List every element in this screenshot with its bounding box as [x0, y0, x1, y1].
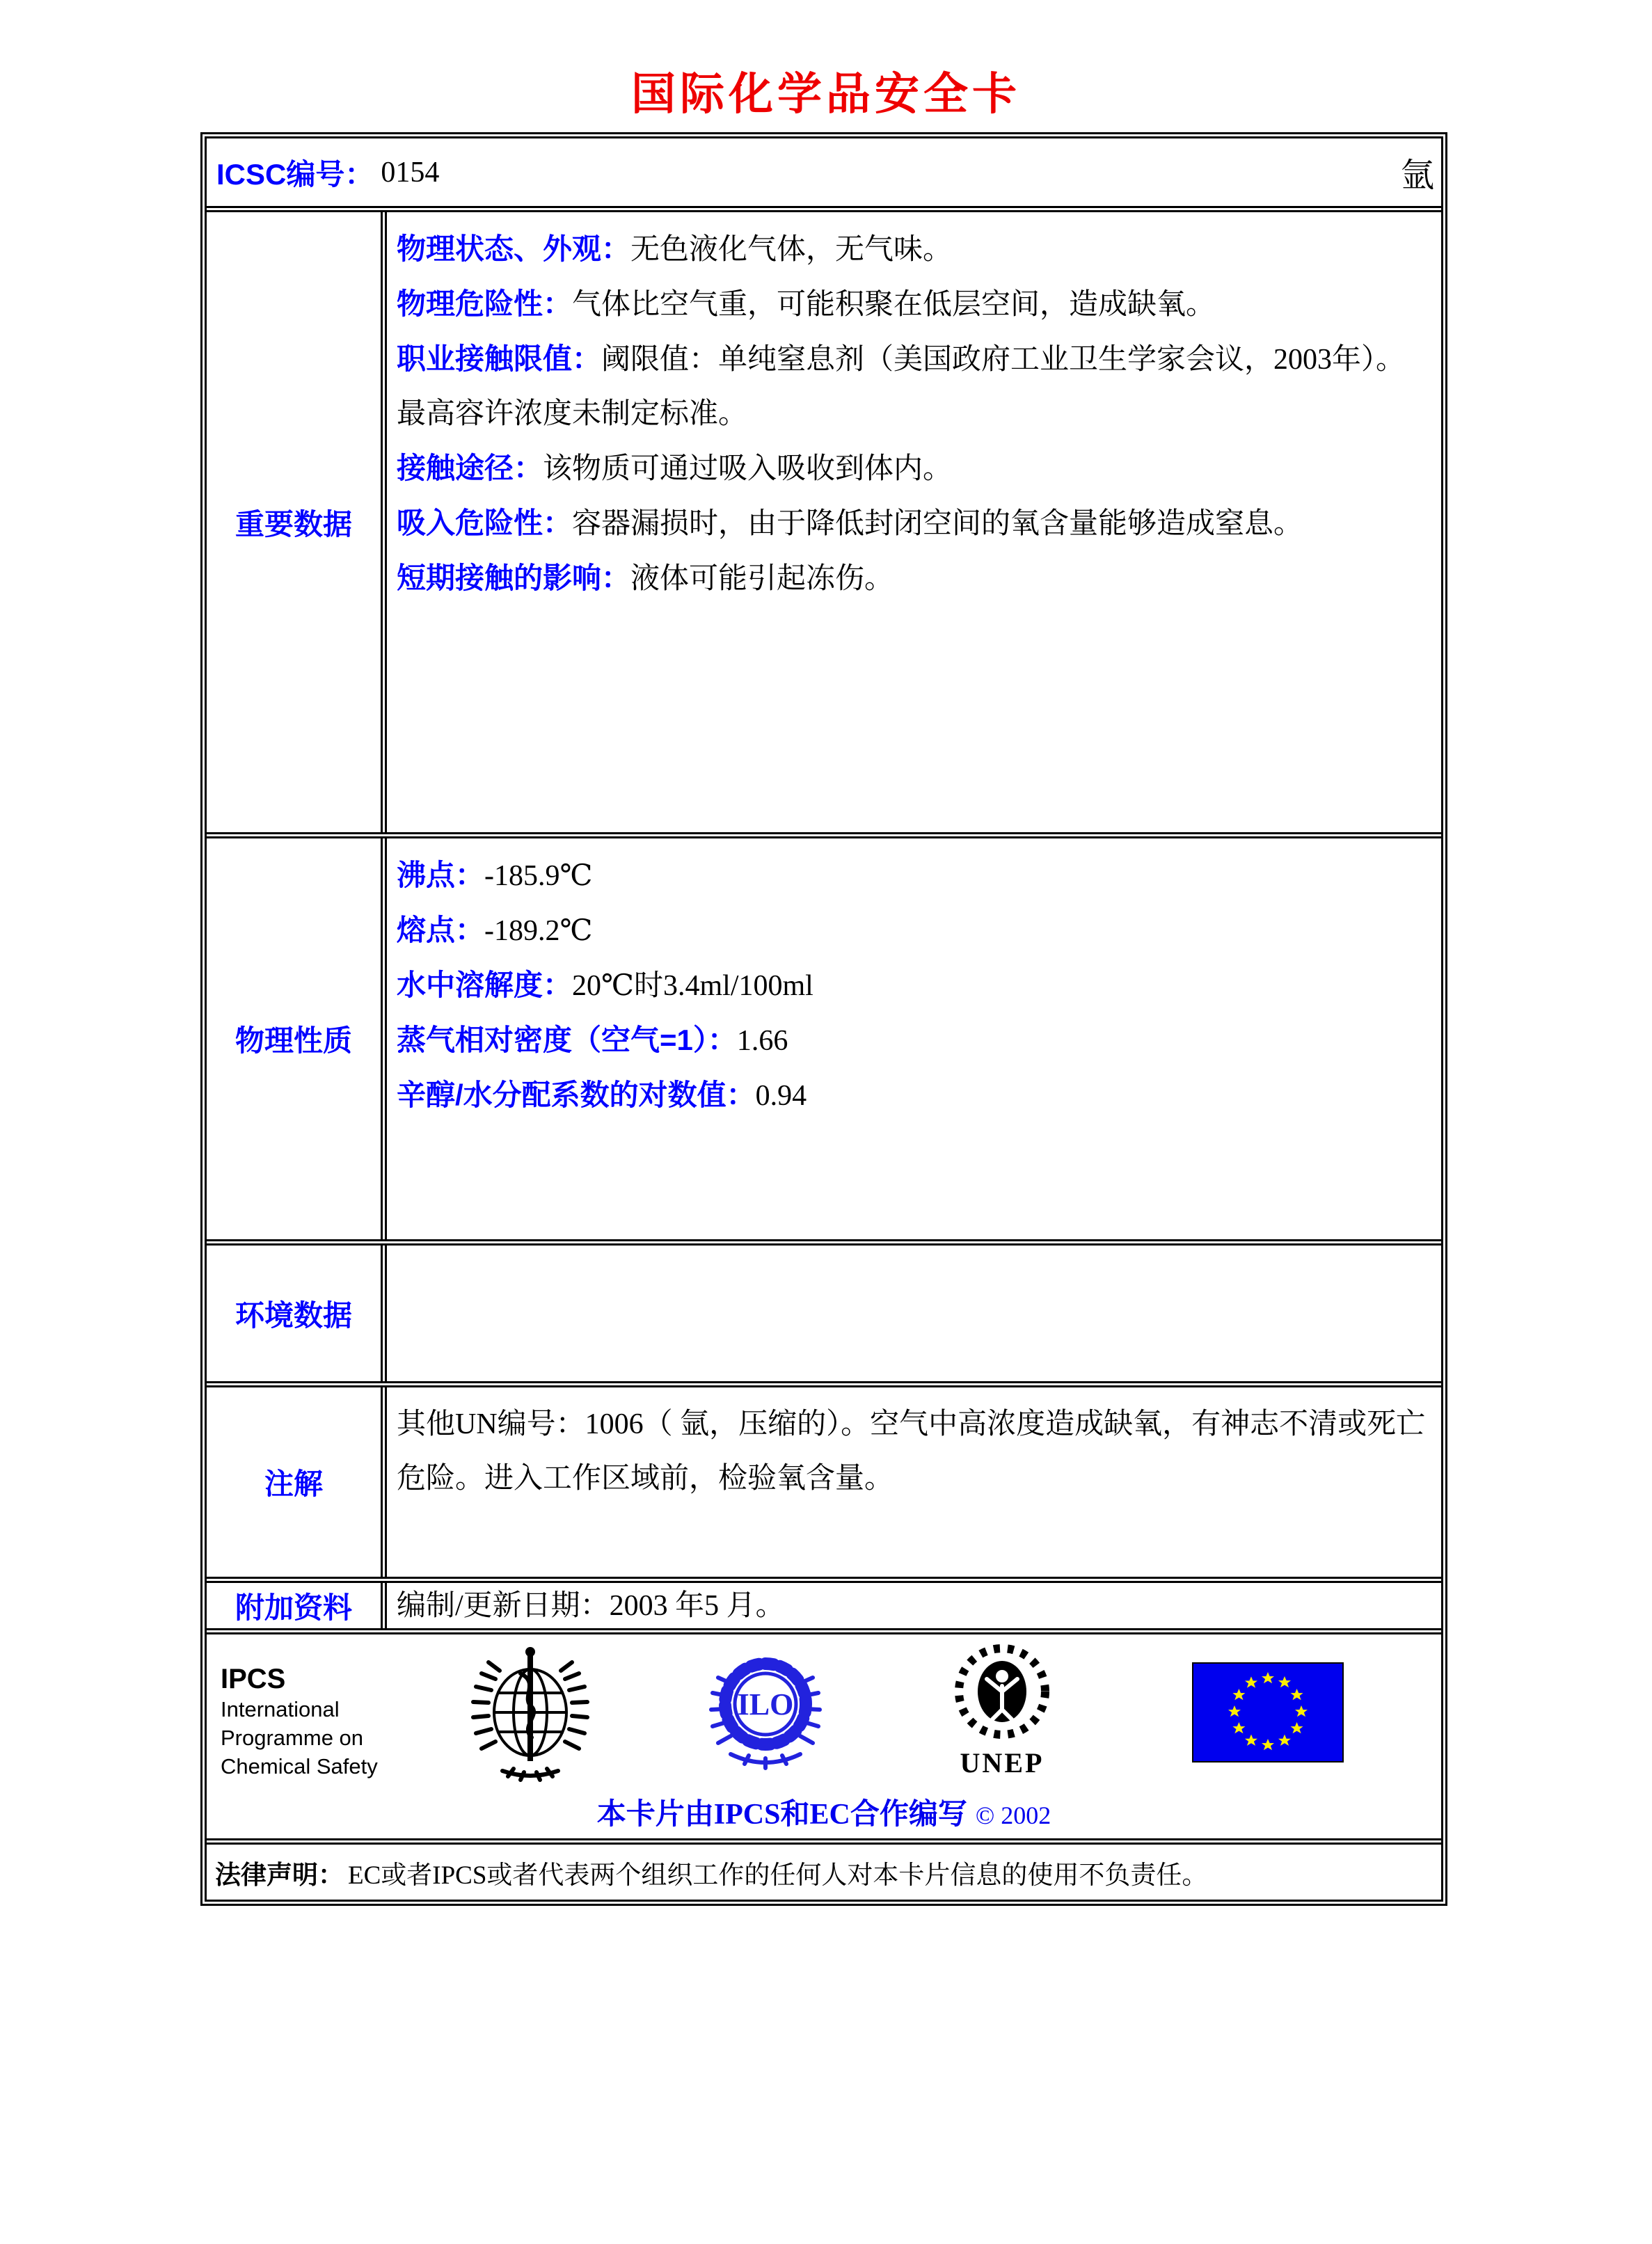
- icsc-card: [200, 132, 1447, 1906]
- important-line: 吸入危险性：容器漏损时，由于降低封闭空间的氧含量能够造成窒息。: [397, 507, 1303, 540]
- footer-copyright: © 2002: [975, 1801, 1051, 1829]
- physical-line: 熔点：-189.2℃: [397, 914, 593, 947]
- legal-text: EC或者IPCS或者代表两个组织工作的任何人对本卡片信息的使用不负责任。: [348, 1861, 1208, 1890]
- section-notes: [207, 1387, 1441, 1583]
- section-label-important-data: 重要数据: [207, 212, 387, 832]
- chemical-name: 氩: [1400, 157, 1434, 194]
- notes-text: 其他UN编号：1006（ 氩，压缩的）。空气中高浓度造成缺氧，有神志不清或死亡危险。进入工作区域前，检验氧含量。: [397, 1408, 1426, 1495]
- important-line: 物理危险性：气体比空气重，可能积聚在低层空间，造成缺氧。: [397, 287, 1216, 321]
- important-data-content: [387, 212, 1441, 832]
- eu-flag-icon: [1192, 1662, 1344, 1762]
- section-label-environmental-data: 环境数据: [207, 1246, 387, 1381]
- physical-line: 沸点：-185.9℃: [397, 859, 593, 892]
- ipcs-line: International: [221, 1697, 340, 1721]
- physical-line: 水中溶解度：20℃时3.4ml/100ml: [397, 969, 813, 1002]
- unep-logo-icon: [943, 1641, 1061, 1746]
- unep-logo-text: UNEP: [960, 1747, 1045, 1779]
- important-line: 职业接触限值：阈限值：单纯窒息剂（美国政府工业卫生学家会议，2003年）。最高容许浓度未制定标准。: [397, 342, 1406, 430]
- section-important-data: [207, 212, 1441, 838]
- footer-caption: [207, 1791, 1441, 1833]
- important-line: 短期接触的影响：液体可能引起冻伤。: [397, 562, 894, 595]
- icsc-number-label: ICSC编号：: [216, 157, 374, 191]
- physical-properties-content: [387, 838, 1441, 1239]
- physical-line: 辛醇/水分配系数的对数值：0.94: [397, 1079, 807, 1112]
- section-label-physical-properties: 物理性质: [207, 838, 387, 1239]
- notes-content: [387, 1387, 1441, 1577]
- section-additional-info: [207, 1583, 1441, 1634]
- ipcs-line: Chemical Safety: [221, 1754, 378, 1779]
- physical-line: 蒸气相对密度（空气=1）：1.66: [397, 1024, 788, 1057]
- legal-label: 法律声明：: [215, 1860, 344, 1889]
- section-physical-properties: [207, 838, 1441, 1246]
- footer-caption-text: 本卡片由IPCS和EC合作编写: [596, 1799, 967, 1831]
- ilo-logo-icon: [701, 1644, 829, 1772]
- icsc-number-value: 0154: [381, 156, 440, 189]
- additional-info-content: [387, 1583, 1441, 1628]
- section-label-additional-info: 附加资料: [207, 1583, 387, 1628]
- ipcs-line: Programme on: [221, 1726, 364, 1750]
- additional-info-text: 编制/更新日期：2003 年5 月。: [397, 1589, 785, 1622]
- page-title: 国际化学品安全卡: [631, 70, 1021, 119]
- important-line: 物理状态、外观：无色液化气体，无气味。: [397, 232, 953, 266]
- section-label-notes: 注解: [207, 1387, 387, 1577]
- section-environmental-data: [207, 1246, 1441, 1387]
- ilo-logo-text: ILO: [737, 1687, 794, 1721]
- important-line: 接触途径：该物质可通过吸入吸收到体内。: [397, 452, 953, 485]
- who-logo-icon: [468, 1643, 593, 1785]
- ipcs-acronym: IPCS: [221, 1664, 286, 1694]
- unep-logo: [943, 1641, 1061, 1779]
- footer-logos-row: [207, 1634, 1441, 1845]
- legal-row: [207, 1845, 1441, 1900]
- header-row: [207, 138, 1441, 212]
- ipcs-block: [221, 1664, 378, 1781]
- environmental-data-content: [387, 1246, 1441, 1381]
